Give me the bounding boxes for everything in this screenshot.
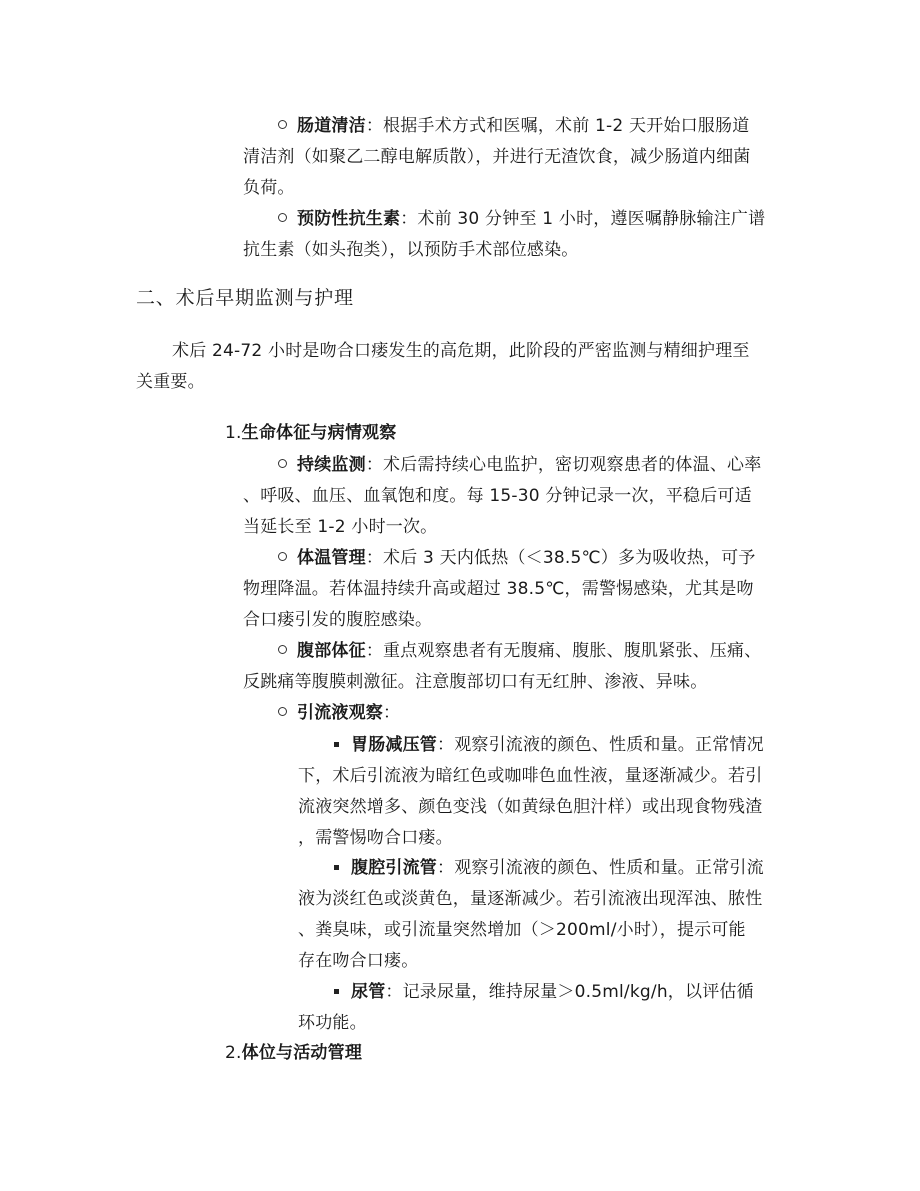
antibiotic-text: 抗生素（如头孢类），以预防手术部位感染。 [243, 240, 579, 260]
urinary-catheter-bullet [334, 976, 754, 1008]
hollow-bullet-icon [278, 213, 287, 222]
drainage-bullet [278, 697, 400, 729]
separator: ： [400, 209, 418, 229]
antibiotic-bullet [278, 203, 765, 235]
separator: ： [365, 116, 384, 136]
intro-paragraph: 关重要。 [136, 372, 205, 392]
separator: ： [365, 548, 384, 568]
gastric-tube-text: 下，术后引流液为暗红色或咖啡色血性液，量逐渐减少。若引 [298, 766, 763, 786]
list-item-heading: 生命体征与病情观察 [241, 423, 397, 443]
monitor-text: 、呼吸、血压、血氧饱和度。每 15-30 分钟记录一次，平稳后可适 [243, 486, 752, 506]
list-item-title [225, 417, 396, 449]
hollow-bullet-icon [278, 120, 287, 129]
urinary-catheter-text: 环功能。 [298, 1013, 367, 1033]
list-item-heading: 体位与活动管理 [241, 1043, 363, 1063]
abdominal-drain-text: 存在吻合口瘘。 [298, 951, 419, 971]
bowel-prep-bullet [278, 110, 749, 142]
separator: ： [385, 982, 403, 1002]
hollow-bullet-icon [278, 707, 287, 716]
gastric-tube-text: ，需警惕吻合口瘘。 [298, 828, 453, 848]
abdominal-drain-text: 液为淡红色或淡黄色，量逐渐减少。若引流液出现浑浊、脓性 [298, 889, 763, 909]
gastric-tube-text: 流液突然增多、颜色变浅（如黄绿色胆汁样）或出现食物残渣 [298, 797, 763, 817]
abdomen-text: 反跳痛等腹膜刺激征。注意腹部切口有无红肿、渗液、异味。 [243, 672, 708, 692]
bowel-prep-text: 根据手术方式和医嘱，术前 1-2 天开始口服肠道 [383, 116, 750, 136]
gastric-tube-text: 观察引流液的颜色、性质和量。正常情况 [454, 735, 764, 755]
monitor-text: 当延长至 1-2 小时一次。 [243, 517, 438, 537]
square-bullet-icon [334, 742, 339, 747]
antibiotic-term: 预防性抗生素 [297, 209, 401, 229]
monitor-text: 术后需持续心电监护，密切观察患者的体温、心率 [383, 455, 762, 475]
gastric-tube-term: 胃肠减压管 [351, 735, 437, 755]
monitor-bullet [278, 449, 761, 481]
abdominal-drain-bullet [334, 852, 764, 884]
monitor-term: 持续监测 [297, 455, 366, 475]
abdominal-drain-text: 、粪臭味，或引流量突然增加（＞200ml/小时），提示可能 [298, 920, 746, 940]
temperature-term: 体温管理 [297, 548, 366, 568]
separator: ： [365, 455, 384, 475]
bowel-prep-text: 负荷。 [243, 178, 295, 198]
separator: ： [383, 703, 401, 723]
separator: ： [437, 735, 455, 755]
hollow-bullet-icon [278, 552, 287, 561]
drainage-term: 引流液观察 [297, 703, 383, 723]
abdomen-bullet [278, 635, 761, 667]
temperature-bullet [278, 542, 756, 574]
bowel-prep-term: 肠道清洁 [297, 116, 366, 136]
square-bullet-icon [334, 865, 339, 870]
square-bullet-icon [334, 989, 339, 994]
antibiotic-text: 术前 30 分钟至 1 小时，遵医嘱静脉输注广谱 [417, 209, 766, 229]
abdomen-term: 腹部体征 [297, 641, 366, 661]
abdominal-drain-text: 观察引流液的颜色、性质和量。正常引流 [454, 858, 764, 878]
temperature-text: 物理降温。若体温持续升高或超过 38.5℃，需警惕感染，尤其是吻 [243, 579, 754, 599]
gastric-tube-bullet [334, 729, 764, 761]
bowel-prep-text: 清洁剂（如聚乙二醇电解质散），并进行无渣饮食，减少肠道内细菌 [243, 147, 751, 167]
separator: ： [365, 641, 384, 661]
urinary-catheter-term: 尿管 [351, 982, 386, 1002]
intro-paragraph: 术后 24-72 小时是吻合口瘘发生的高危期，此阶段的严密监测与精细护理至 [172, 341, 750, 361]
list-number: 2. [225, 1043, 242, 1063]
urinary-catheter-text: 记录尿量，维持尿量＞0.5ml/kg/h，以评估循 [402, 982, 754, 1002]
hollow-bullet-icon [278, 645, 287, 654]
abdomen-text: 重点观察患者有无腹痛、腹胀、腹肌紧张、压痛、 [383, 641, 762, 661]
separator: ： [437, 858, 455, 878]
abdominal-drain-term: 腹腔引流管 [351, 858, 437, 878]
temperature-text: 合口瘘引发的腹腔感染。 [243, 610, 433, 630]
section-heading: 二、术后早期监测与护理 [136, 287, 354, 309]
hollow-bullet-icon [278, 459, 287, 468]
list-number: 1. [225, 423, 242, 443]
temperature-text: 术后 3 天内低热（＜38.5℃）多为吸收热，可予 [383, 548, 756, 568]
list-item-title [225, 1037, 362, 1069]
